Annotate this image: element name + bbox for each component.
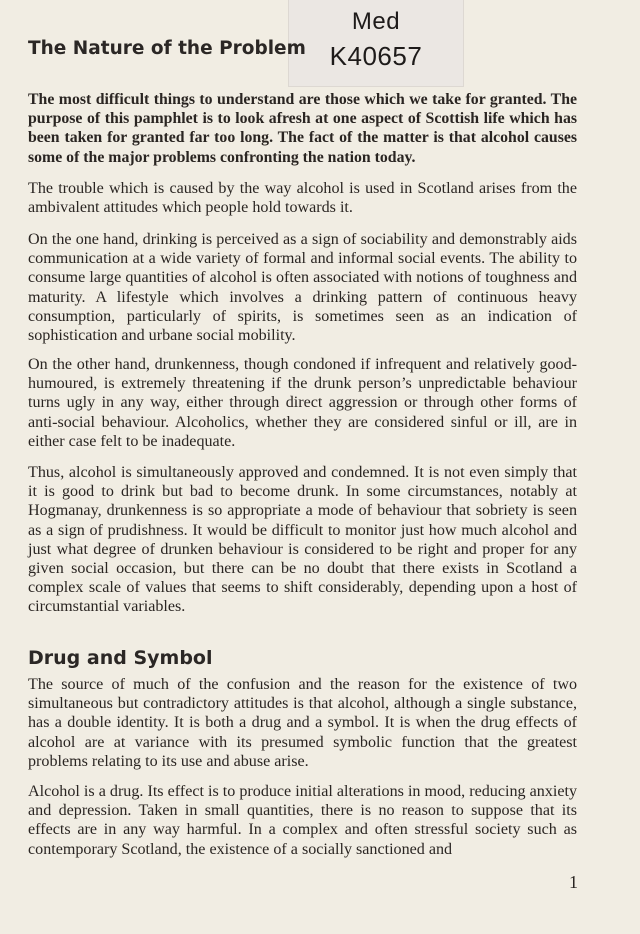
page-number: 1 bbox=[569, 872, 578, 892]
section-heading-nature-of-problem: The Nature of the Problem bbox=[28, 38, 306, 59]
intro-paragraph: The most difficult things to understand are those which we take for granted. The purpose of this pamphlet is to look afresh at one aspect of Scottish life which has been taken for granted far too long. The fact of the matter is that alcohol causes some of the major problems confronting the nation today. bbox=[28, 91, 577, 166]
section-heading-drug-and-symbol: Drug and Symbol bbox=[28, 647, 213, 669]
body-paragraph-2: On the one hand, drinking is perceived as a sign of sociability and demonstrably aids communication at a wide variety of formal and informal social events. The ability to consume large quantities of alcohol is often associated with notions of toughness and maturity. A lifestyle which involves a drinking pattern of continuous heavy consumption, particularly of spirits, is sometimes seen as an indication of sophistication and urbane social mobility. bbox=[28, 231, 577, 345]
shelfmark-line-2: K40657 bbox=[329, 41, 423, 71]
body-paragraph-3: On the other hand, drunkenness, though condoned if infrequent and relatively good-humoured, is extremely threatening if the drunk person’s unpredictable behaviour turns ugly in any way, either through direct aggression or through other forms of anti-social behaviour. Alcoholics, whether they are considered sinful or ill, are in either case felt to be inadequate. bbox=[28, 356, 577, 450]
body-paragraph-4: Thus, alcohol is simultaneously approved and condemned. It is not even simply that it is good to drink but bad to become drunk. In some circumstances, notably at Hogmanay, drunkenness is so appropriate a mode of behaviour that sobriety is seen as a sign of prudishness. It would be difficult to monitor just how much alcohol and just what degree of drunken behaviour is considered to be right and proper for any given social occasion, but there can be no doubt that there exists in Scotland a complex scale of values that seems to shift considerably, depending upon a host of circumstantial variables. bbox=[28, 464, 577, 616]
body-paragraph-1: The trouble which is caused by the way alcohol is used in Scotland arises from the ambivalent attitudes which people hold towards it. bbox=[28, 180, 577, 217]
shelfmark-line-1: Med bbox=[351, 8, 401, 35]
library-shelfmark-label bbox=[288, 0, 464, 87]
body-paragraph-5: The source of much of the confusion and the reason for the existence of two simultaneous but contradictory attitudes is that alcohol, although a single substance, has a double identity. It is both a drug and a symbol. It is when the drug effects of alcohol are at variance with its presumed symbolic function that the greatest problems relating to its use and abuse arise. bbox=[28, 676, 577, 770]
body-paragraph-6: Alcohol is a drug. Its effect is to produce initial alterations in mood, reducing anxiety and depression. Taken in small quantities, there is no reason to suppose that its effects are in any way harmful. In a complex and often stressful society such as contemporary Scotland, the existence of a socially sanctioned and bbox=[28, 783, 577, 858]
